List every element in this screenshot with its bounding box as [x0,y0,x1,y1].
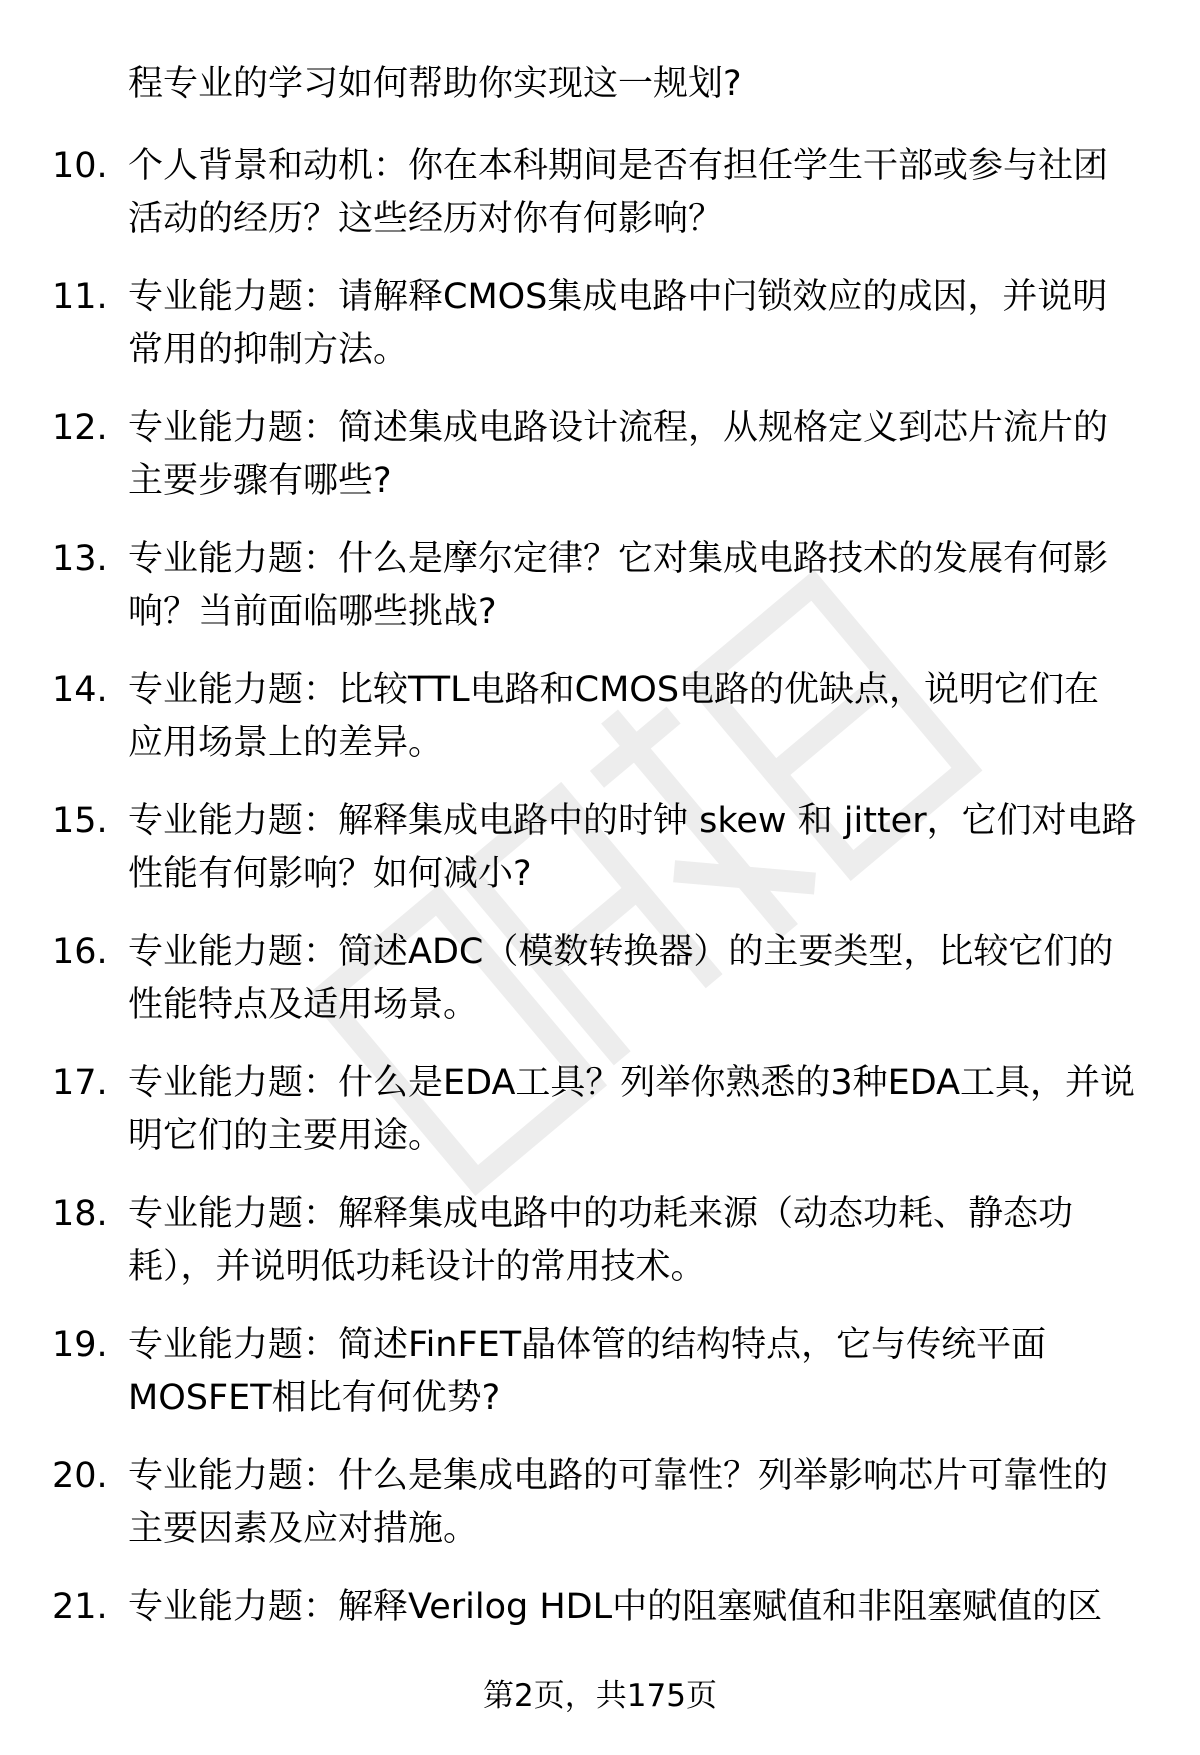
question-text [128,402,1158,508]
question-line: 专业能力题：什么是EDA工具？列举你熟悉的3种EDA工具，并说 [128,1063,1136,1103]
question-line: 专业能力题：解释Verilog HDL中的阻塞赋值和非阻塞赋值的区 [128,1587,1103,1627]
question-item [52,1188,1162,1319]
question-number: 19. [52,1325,108,1365]
question-item [52,1450,1162,1581]
question-line: 专业能力题：比较TTL电路和CMOS电路的优缺点，说明它们在 [128,670,1100,710]
question-item [52,795,1162,926]
question-item [52,1319,1162,1450]
question-text [128,1319,1158,1425]
question-line: 专业能力题：简述ADC（模数转换器）的主要类型，比较它们的 [128,932,1114,972]
question-text [128,533,1158,639]
question-line: 主要因素及应对措施。 [128,1509,479,1549]
question-text [128,795,1158,901]
question-number: 20. [52,1456,108,1496]
question-line: 性能有何影响？如何减小? [128,854,532,894]
question-text [128,140,1158,246]
question-text [128,271,1158,377]
question-line: 专业能力题：什么是集成电路的可靠性？列举影响芯片可靠性的 [128,1456,1109,1496]
question-number: 13. [52,539,108,579]
question-list [52,140,1162,1712]
question-text [128,1057,1158,1163]
question-text [128,664,1158,770]
question-line: 专业能力题：请解释CMOS集成电路中闩锁效应的成因，并说明 [128,277,1108,317]
question-line: 耗），并说明低功耗设计的常用技术。 [128,1247,706,1287]
question-line: 响？当前面临哪些挑战? [128,592,497,632]
question-line: MOSFET相比有何优势? [128,1378,501,1418]
question-number: 15. [52,801,108,841]
page-footer: 第2页，共175页 [483,1678,717,1714]
question-item [52,664,1162,795]
question-number: 18. [52,1194,108,1234]
question-line: 个人背景和动机：你在本科期间是否有担任学生干部或参与社团 [128,146,1109,186]
question-line: 活动的经历？这些经历对你有何影响？ [128,199,724,239]
question-line: 常用的抑制方法。 [128,330,409,370]
question-number: 14. [52,670,108,710]
question-item [52,271,1162,402]
question-line: 性能特点及适用场景。 [128,985,479,1025]
question-item [52,533,1162,664]
question-line: 专业能力题：解释集成电路中的时钟 skew 和 jitter，它们对电路 [128,801,1137,841]
question-number: 17. [52,1063,108,1103]
question-line: 明它们的主要用途。 [128,1116,444,1156]
question-line: 专业能力题：简述FinFET晶体管的结构特点，它与传统平面 [128,1325,1047,1365]
question-number: 21. [52,1587,108,1627]
question-item [52,402,1162,533]
question-number: 11. [52,277,108,317]
question-line: 专业能力题：什么是摩尔定律？它对集成电路技术的发展有何影 [128,539,1109,579]
question-text [128,926,1158,1032]
question-number: 10. [52,146,108,186]
question-line: 应用场景上的差异。 [128,723,444,763]
question-line: 专业能力题：解释集成电路中的功耗来源（动态功耗、静态功 [128,1194,1074,1234]
question-item [52,1057,1162,1188]
question-line: 主要步骤有哪些? [128,461,392,501]
question-item [52,926,1162,1057]
continued-question-text: 程专业的学习如何帮助你实现这一规划? [128,64,742,104]
question-text [128,1188,1158,1294]
question-item [52,140,1162,271]
question-text [128,1581,1158,1634]
question-text [128,1450,1158,1556]
question-number: 16. [52,932,108,972]
question-line: 专业能力题：简述集成电路设计流程，从规格定义到芯片流片的 [128,408,1109,448]
question-number: 12. [52,408,108,448]
